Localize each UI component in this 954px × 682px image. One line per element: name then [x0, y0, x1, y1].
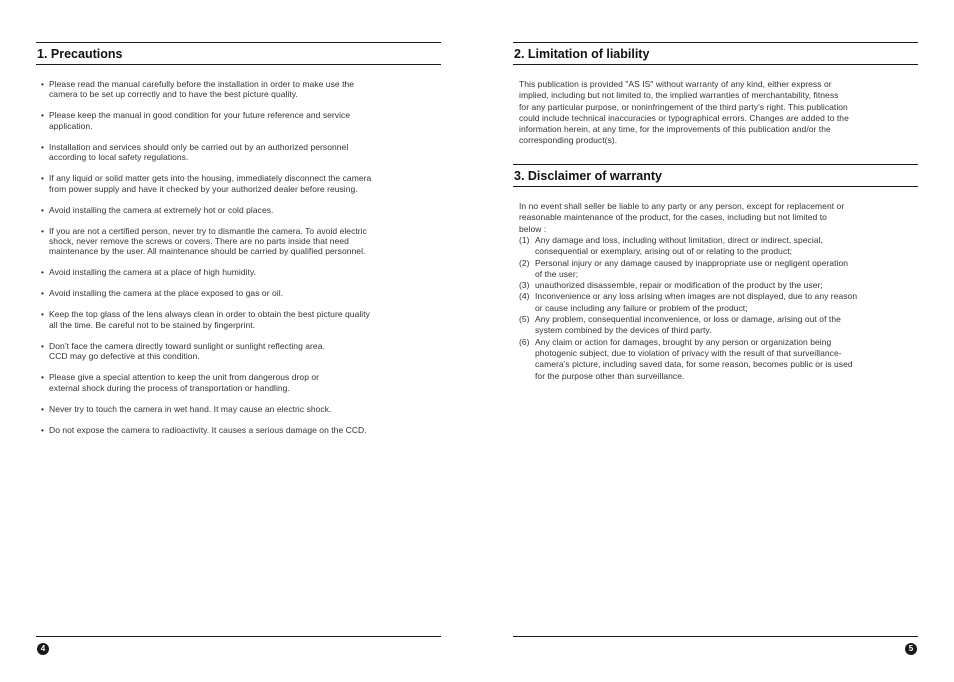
list-item-text: Please read the manual carefully before the installation in order to make use the camera to be set up correctly and to have the best picture quality. [49, 79, 355, 100]
limitation-header [513, 42, 918, 65]
claim-number: (3) [519, 280, 530, 291]
list-item: • Please give a special attention to keep the unit from dangerous drop or external shock during the process of transportation or handling. [41, 372, 320, 393]
claim-text: Any claim or action for damages, brought by any person or organization being photogenic subject, due to violation of privacy with the result of that surveillance- camera’s picture, including saved data, for some reason, becomes public or is used for the purpose other than surveillance. [535, 336, 853, 381]
list-item-text: If any liquid or solid matter gets into the housing, immediately disconnect the camera from power supply and have it checked by your authorized dealer before reusing. [49, 173, 372, 194]
list-item-text: Installation and services should only be carried out by an authorized personnel according to local safety regulations. [49, 141, 349, 163]
list-item-text: If you are not a certified person, never try to dismantle the camera. To avoid electric shock, never remove the screws or covers. There are no parts inside that need maintenance by the user. All maintenance should be carried by qualified personnel. [49, 225, 367, 257]
disclaimer-list [519, 235, 919, 382]
disclaimer-intro: In no event shall seller be liable to any party or any person, except for replacement or reasonable maintenance of the product, for the cases, including but not limited to below : [519, 201, 845, 234]
footer-divider-left [36, 636, 441, 637]
precautions-heading: 1. Precautions [37, 47, 123, 61]
list-item: • Don’t face the camera directly toward sunlight or sunlight reflecting area. CCD may go defective at this condition. [41, 340, 325, 362]
claim-number: (1) [519, 235, 530, 245]
claim-number: (2) [519, 257, 530, 268]
list-item [519, 235, 919, 258]
claim-text: Personal injury or any damage caused by inappropriate use or negligent operation of the user; [535, 257, 849, 279]
list-item-text: Avoid installing the camera at the place exposed to gas or oil. [49, 288, 284, 299]
claim-number: (5) [519, 314, 530, 325]
page-number-left: 4 [37, 643, 49, 655]
list-item: • Please keep the manual in good condition for your future reference and service application. [41, 110, 351, 131]
list-item-text: Please keep the manual in good condition for your future reference and service application. [49, 110, 351, 131]
footer-divider-right [513, 636, 918, 637]
list-item: • Installation and services should only be carried out by an authorized personnel according to local safety regulations. [41, 141, 349, 163]
list-item [519, 314, 919, 337]
list-item-text: Avoid installing the camera at a place of high humidity. [49, 267, 257, 278]
list-item-text: Please give a special attention to keep the unit from dangerous drop or external shock during the process of transportation or handling. [49, 372, 320, 393]
list-item-text: Never try to touch the camera in wet hand. It may cause an electric shock. [49, 403, 332, 414]
disclaimer-header [513, 164, 918, 187]
list-item: • Please read the manual carefully before the installation in order to make use the camera to be set up correctly and to have the best picture quality. [41, 79, 355, 100]
list-item-text: Keep the top glass of the lens always clean in order to obtain the best picture quality all the time. Be careful not to be stained by fingerprint. [49, 309, 370, 330]
claim-text: unauthorized disassemble, repair or modification of the product by the user; [535, 280, 823, 291]
list-item: • If any liquid or solid matter gets into the housing, immediately disconnect the camera from power supply and have it checked by your authorized dealer before reusing. [41, 173, 372, 194]
precautions-header [36, 42, 441, 65]
list-item [519, 280, 919, 291]
list-item-text: Do not expose the camera to radioactivity. It causes a serious damage on the CCD. [49, 424, 367, 435]
claim-text: Any problem, consequential inconvenience, or loss or damage, arising out of the system combined by the devices of third party. [535, 314, 841, 336]
list-item-text: Avoid installing the camera at extremely hot or cold places. [49, 204, 274, 215]
list-item: • Do not expose the camera to radioactivity. It causes a serious damage on the CCD. [41, 424, 367, 435]
list-item: • Avoid installing the camera at extremely hot or cold places. [41, 204, 274, 215]
list-item: • Keep the top glass of the lens always clean in order to obtain the best picture quality all the time. Be careful not to be stained by fingerprint. [41, 309, 370, 330]
list-item: • Never try to touch the camera in wet hand. It may cause an electric shock. [41, 403, 332, 414]
disclaimer-heading: 3. Disclaimer of warranty [514, 169, 662, 183]
list-item: • Avoid installing the camera at the place exposed to gas or oil. [41, 288, 284, 299]
list-item: • Avoid installing the camera at a place of high humidity. [41, 267, 257, 278]
claim-number: (4) [519, 291, 530, 302]
page-number-right: 5 [905, 643, 917, 655]
list-item [519, 337, 919, 382]
precautions-list [41, 79, 441, 446]
claim-text: Any damage and loss, including without limitation, direct or indirect, special, consequential or exemplary, arising out of or relating to the product; [535, 235, 823, 257]
list-item [519, 291, 919, 314]
limitation-heading: 2. Limitation of liability [514, 47, 650, 61]
list-item: • If you are not a certified person, never try to dismantle the camera. To avoid electric shock, never remove the screws or covers. There are no parts inside that need maintenance by the user. All maintenance should be carried by qualified personnel. [41, 225, 367, 257]
limitation-text: This publication is provided "AS IS" without warranty of any kind, either express or implied, including but not limited to, the implied warranties of merchantability, fitness for any particular purpose, or noninfringement of the third party’s right. This publication could include technical inaccuracies or typographical errors. Changes are added to the information herein, at any time, for the improvements of this publication and/or the corresponding product(s). [519, 79, 849, 146]
list-item [519, 258, 919, 281]
list-item-text: Don’t face the camera directly toward sunlight or sunlight reflecting area. CCD may go defective at this condition. [49, 340, 325, 362]
claim-number: (6) [519, 336, 530, 347]
claim-text: Inconvenience or any loss arising when images are not displayed, due to any reason or cause including any failure or problem of the product; [535, 291, 858, 313]
